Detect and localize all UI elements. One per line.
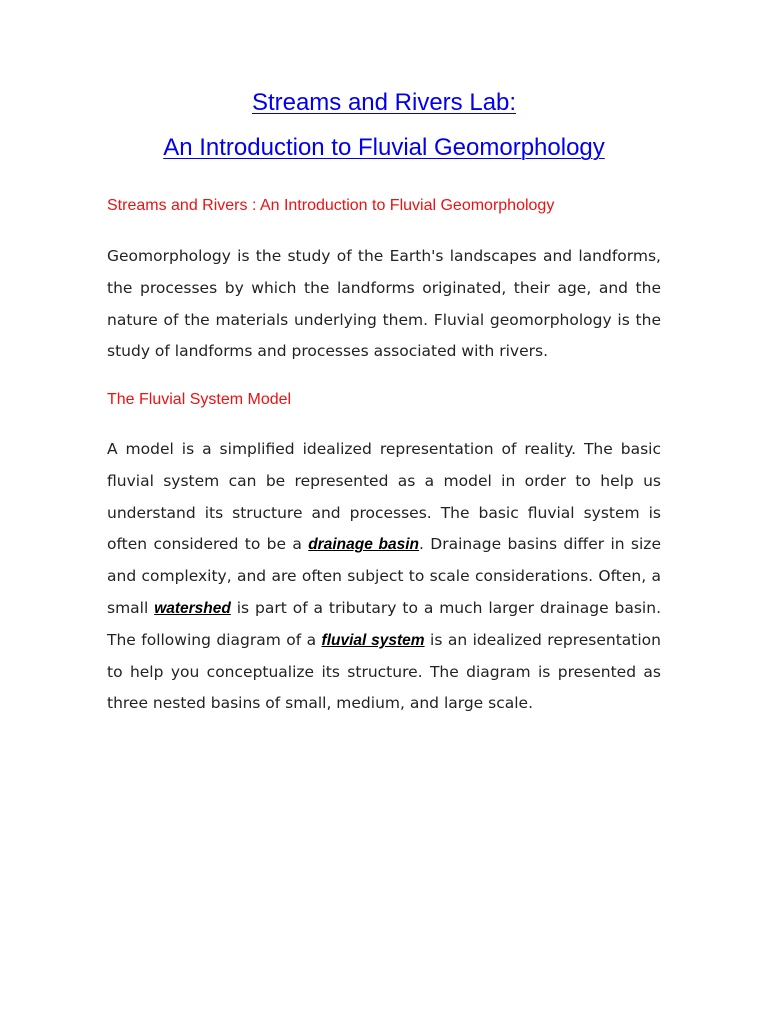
term-drainage-basin: drainage basin: [308, 536, 420, 554]
model-text-2: . Drainage basins differ in size and complexity, and are often subject to scale considerations. Often, a small: [107, 535, 661, 617]
model-block: [107, 434, 661, 720]
term-fluvial-system: fluvial system: [321, 631, 425, 649]
model-text-1: A model is a simplified idealized representation of reality. The basic fluvial system can be represented as a model in order to help us understand its structure and processes. The basic fluvial system is often considered to be a: [107, 440, 661, 554]
model-text-4: is an idealized representation to help you conceptualize its structure. The diagram is presented as three nested basins of small, medium, and large scale.: [107, 630, 661, 713]
title-line-1: Streams and Rivers Lab:: [251, 89, 517, 116]
title-line-2: An Introduction to Fluvial Geomorphology: [163, 134, 605, 161]
model-paragraph: [107, 434, 661, 720]
intro-block: [107, 241, 661, 368]
model-text-3: is part of a tributary to a much larger drainage basin. The following diagram of a: [107, 598, 661, 649]
term-watershed: watershed: [154, 599, 231, 617]
intro-paragraph: Geomorphology is the study of the Earth's landscapes and landforms, the processes by which the landforms originated, their age, and the nature of the materials underlying them. Fluvial geomorphology is the study of landforms and processes associated with rivers.: [107, 247, 661, 361]
document-title: [0, 88, 768, 162]
section-intro: [107, 196, 661, 216]
section-heading: Streams and Rivers : An Introduction to Fluvial Geomorphology: [107, 197, 555, 214]
model-heading: The Fluvial System Model: [107, 391, 292, 408]
model-heading-block: [107, 390, 661, 410]
